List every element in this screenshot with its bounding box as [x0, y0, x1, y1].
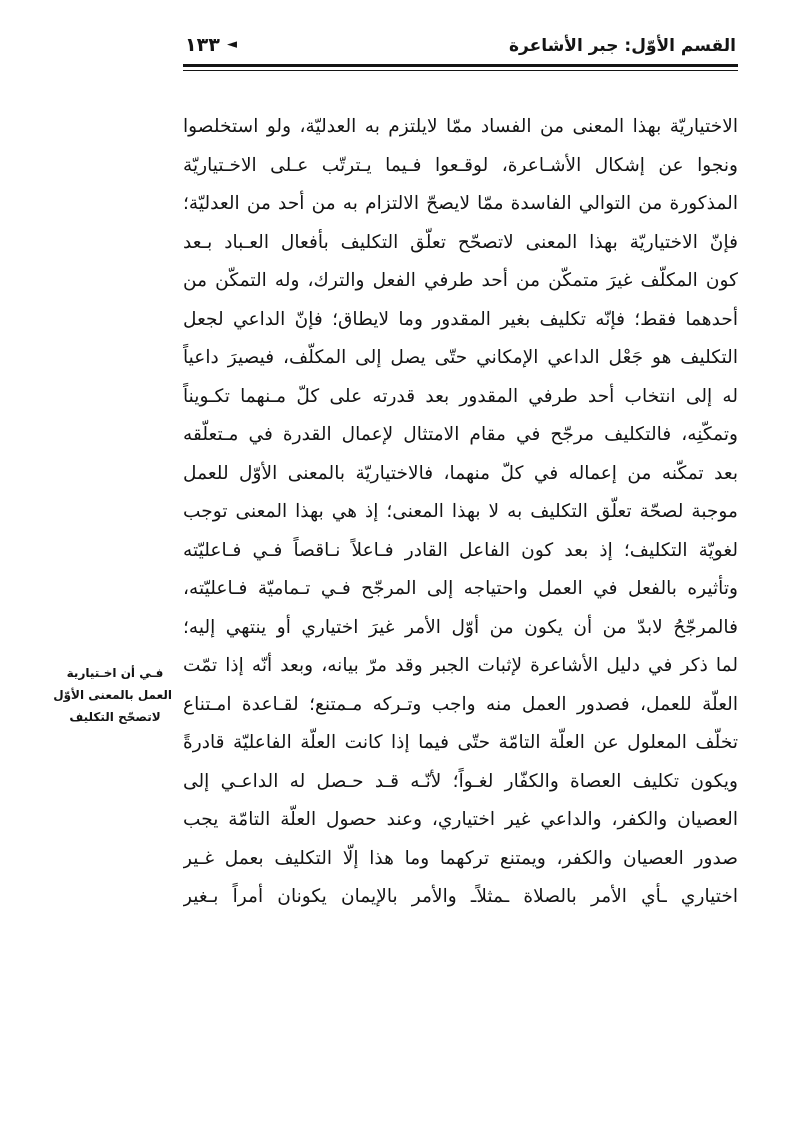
text-line: العلّة للعمل، فصدور العمل منه واجب وتـركه مـمتنع؛ لقـاعدة امـتناع — [183, 693, 738, 715]
text-line: الاختياريّة بهذا المعنى من الفساد ممّا لايلتزم به العدليّة، ولو استخلصوا — [183, 116, 738, 137]
text-line: لما ذكر في دليل الأشاعرة لإثبات الجبر وقد مرّ بيانه، وبعد أنّه إذا تمّت — [183, 655, 738, 676]
text-line: ونجوا عن إشكال الأشـاعرة، لوقـعوا فـيما يـترتّب عـلى الاخـتياريّة — [183, 154, 738, 176]
arrow-left-icon: ◄ — [227, 37, 237, 52]
text-line: وتمكّنِه، فالتكليف مرجّح في مقام الامتثال لإعمال القدرة في مـتعلّقه — [183, 424, 738, 445]
text-line: كون المكلّف غيرَ متمكّن من أحد طرفي الفعل والترك، وله التمكّن من — [183, 270, 738, 291]
text-line: العصيان والكفر، والداعي غير اختياري، وعند حصول العلّة التامّة يجب — [183, 809, 738, 830]
text-line: تخلّف المعلول عن العلّة التامّة حتّى فيما إذا كانت العلّة الفاعليّة قادرةً — [183, 732, 738, 753]
margin-note-line: العمل بالمعنى الأوّل — [53, 688, 172, 702]
text-line: أحدهما فقط؛ فإنّه تكليف بغير المقدور وما لايطاق؛ فإنّ الداعي لجعل — [183, 308, 738, 330]
text-line: له إلى انتخاب أحد طرفي المقدور بعد قدرته على كلّ مـنهما تكـويناً — [183, 385, 738, 407]
margin-note — [53, 662, 172, 728]
margin-note-line: فـي أن اخـتيارية — [66, 666, 164, 680]
text-line: اختياري ـأي الأمر بالصلاة ـمثلاًـ والأمر بالإيمان يكونان أمراً بـغير — [183, 886, 738, 907]
text-line: المذكورة من التوالي الفاسدة ممّا لايصحّ الالتزام به من أحد من العدليّة؛ — [183, 193, 738, 214]
running-header — [183, 30, 738, 66]
body-text — [183, 108, 738, 917]
header-rule-thick — [183, 64, 738, 67]
text-line: بعد تمكّنه من إعماله في كلّ منهما، فالاختياريّة بالمعنى الأوّل للعمل — [183, 462, 738, 484]
header-rule-thin — [183, 70, 738, 71]
text-line: صدور العصيان والكفر، ويمتنع تركهما وما هذا إلّا التكليف بعمل غـير — [183, 847, 738, 869]
text-line: التكليف هو جَعْل الداعي الإمكاني حتّى يصل إلى المكلّف، فيصيرَ داعياً — [183, 347, 738, 368]
text-line: ويكون تكليف العصاة والكفّار لغـواً؛ لأنّـه قـد حـصل له الداعـي إلى — [183, 770, 738, 792]
text-line: فالمرجّحُ لابدّ من أن يكون من أوّل الأمر غيرَ اختياري أو ينتهي إليه؛ — [183, 616, 738, 638]
section-title: القسم الأوّل: جبر الأشاعرة — [508, 36, 736, 56]
text-line: لغويّة التكليف؛ إذ بعد كون الفاعل القادر فـاعلاً نـاقصاً فـي فـاعليّته — [183, 539, 738, 561]
text-line: وتأثيره بالفعل في العمل واحتياجه إلى المرجّح فـي تـماميّة فـاعليّته، — [183, 578, 738, 599]
margin-note-line: لاتصحّح التكليف — [69, 710, 161, 724]
page-number: ١٣٣ — [185, 34, 220, 56]
text-line: موجبة لصحّة تعلّق التكليف به لا بهذا المعنى؛ إذ هي بهذا المعنى توجب — [183, 501, 738, 522]
text-line: فإنّ الاختياريّة بهذا المعنى لاتصحّح تعلّق التكليف بأفعال العـباد بـعد — [183, 231, 738, 253]
